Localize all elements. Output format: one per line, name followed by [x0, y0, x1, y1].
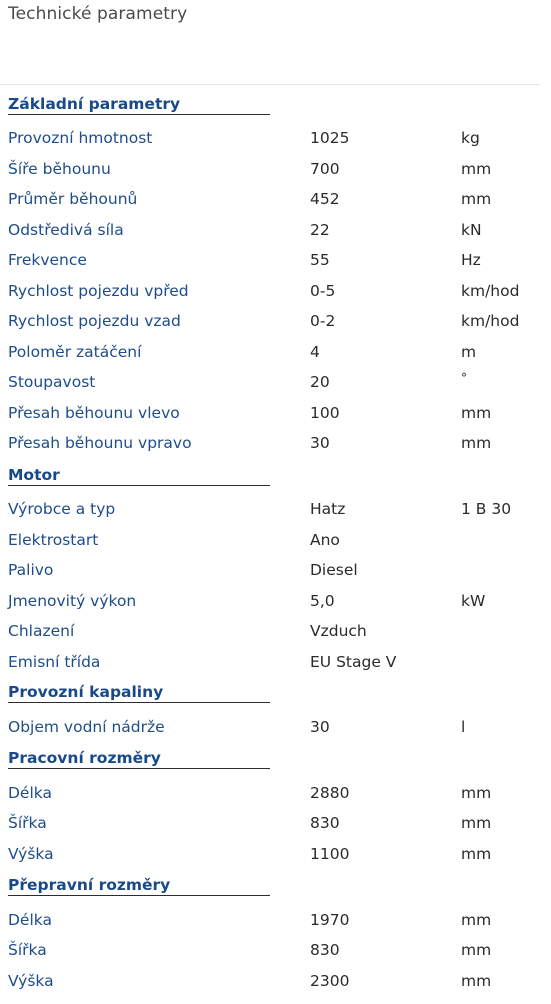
- spec-unit: mm: [461, 404, 492, 422]
- spec-unit: mm: [461, 784, 492, 802]
- spec-unit: kg: [461, 129, 480, 147]
- spec-label: Rychlost pojezdu vpřed: [8, 282, 189, 300]
- spec-label: Stoupavost: [8, 373, 96, 391]
- spec-row: [0, 250, 551, 270]
- spec-row: [0, 499, 551, 519]
- spec-label: Výška: [8, 972, 54, 990]
- spec-value: 1025: [310, 129, 350, 147]
- section-header-motor: Motor: [8, 465, 270, 486]
- spec-unit: l: [461, 718, 466, 736]
- spec-label: Provozní hmotnost: [8, 129, 153, 147]
- spec-row: [0, 342, 551, 362]
- spec-label: Chlazení: [8, 622, 75, 640]
- spec-row: [0, 128, 551, 148]
- spec-row: [0, 813, 551, 833]
- spec-label: Poloměr zatáčení: [8, 343, 142, 361]
- section-header-transport-dimensions: Přepravní rozměry: [8, 875, 270, 896]
- spec-unit: mm: [461, 160, 492, 178]
- spec-unit: mm: [461, 190, 492, 208]
- spec-label: Objem vodní nádrže: [8, 718, 165, 736]
- spec-label: Průměr běhounů: [8, 190, 138, 208]
- spec-row: [0, 844, 551, 864]
- spec-unit: mm: [461, 814, 492, 832]
- spec-value: 100: [310, 404, 340, 422]
- spec-value: 20: [310, 373, 330, 391]
- spec-row: [0, 530, 551, 550]
- spec-row: [0, 717, 551, 737]
- spec-label: Výrobce a typ: [8, 500, 116, 518]
- spec-value: 4: [310, 343, 320, 361]
- spec-row: [0, 220, 551, 240]
- spec-value: 0-2: [310, 312, 336, 330]
- spec-row: [0, 189, 551, 209]
- spec-unit: 1 B 30: [461, 500, 512, 518]
- spec-value: 55: [310, 251, 330, 269]
- spec-row: [0, 433, 551, 453]
- spec-row: [0, 652, 551, 672]
- spec-value: 452: [310, 190, 340, 208]
- spec-value: 22: [310, 221, 330, 239]
- spec-label: Palivo: [8, 561, 54, 579]
- spec-row: [0, 591, 551, 611]
- spec-value: 0-5: [310, 282, 336, 300]
- spec-label: Elektrostart: [8, 531, 99, 549]
- spec-value: 1970: [310, 911, 350, 929]
- spec-label: Frekvence: [8, 251, 87, 269]
- spec-unit: kW: [461, 592, 486, 610]
- spec-unit: km/hod: [461, 312, 520, 330]
- spec-row: [0, 910, 551, 930]
- spec-unit: mm: [461, 972, 492, 990]
- spec-unit: mm: [461, 845, 492, 863]
- spec-label: Šířka: [8, 814, 47, 832]
- spec-label: Přesah běhounu vpravo: [8, 434, 192, 452]
- spec-label: Šíře běhounu: [8, 160, 111, 178]
- spec-label: Přesah běhounu vlevo: [8, 404, 180, 422]
- spec-unit: km/hod: [461, 282, 520, 300]
- spec-row: [0, 560, 551, 580]
- spec-value: 700: [310, 160, 340, 178]
- spec-unit: mm: [461, 911, 492, 929]
- spec-label: Emisní třída: [8, 653, 101, 671]
- spec-row: [0, 940, 551, 960]
- spec-row: [0, 403, 551, 423]
- spec-unit: mm: [461, 941, 492, 959]
- title-divider: [0, 84, 540, 85]
- spec-value: 830: [310, 814, 340, 832]
- spec-value: Vzduch: [310, 622, 367, 640]
- spec-value: EU Stage V: [310, 653, 397, 671]
- spec-value: 1100: [310, 845, 350, 863]
- spec-row: [0, 372, 551, 392]
- spec-label: Rychlost pojezdu vzad: [8, 312, 181, 330]
- spec-label: Délka: [8, 911, 52, 929]
- page-title: Technické parametry: [8, 4, 188, 24]
- spec-value: Hatz: [310, 500, 346, 518]
- spec-label: Šířka: [8, 941, 47, 959]
- section-header-basic-parameters: Základní parametry: [8, 94, 270, 115]
- section-header-working-dimensions: Pracovní rozměry: [8, 748, 270, 769]
- spec-unit: m: [461, 343, 477, 361]
- spec-row: [0, 311, 551, 331]
- spec-row: [0, 281, 551, 301]
- spec-label: Jmenovitý výkon: [8, 592, 137, 610]
- spec-value: Diesel: [310, 561, 358, 579]
- section-header-operating-fluids: Provozní kapaliny: [8, 682, 270, 703]
- spec-value: Ano: [310, 531, 340, 549]
- spec-value: 2300: [310, 972, 350, 990]
- spec-value: 30: [310, 434, 330, 452]
- spec-label: Odstředivá síla: [8, 221, 124, 239]
- spec-value: 5,0: [310, 592, 335, 610]
- spec-row: [0, 159, 551, 179]
- spec-value: 30: [310, 718, 330, 736]
- spec-unit: °: [461, 371, 467, 385]
- spec-unit: kN: [461, 221, 482, 239]
- spec-unit: Hz: [461, 251, 481, 269]
- spec-row: [0, 971, 551, 991]
- spec-label: Délka: [8, 784, 52, 802]
- spec-value: 830: [310, 941, 340, 959]
- spec-row: [0, 783, 551, 803]
- spec-unit: mm: [461, 434, 492, 452]
- spec-label: Výška: [8, 845, 54, 863]
- spec-row: [0, 621, 551, 641]
- spec-value: 2880: [310, 784, 350, 802]
